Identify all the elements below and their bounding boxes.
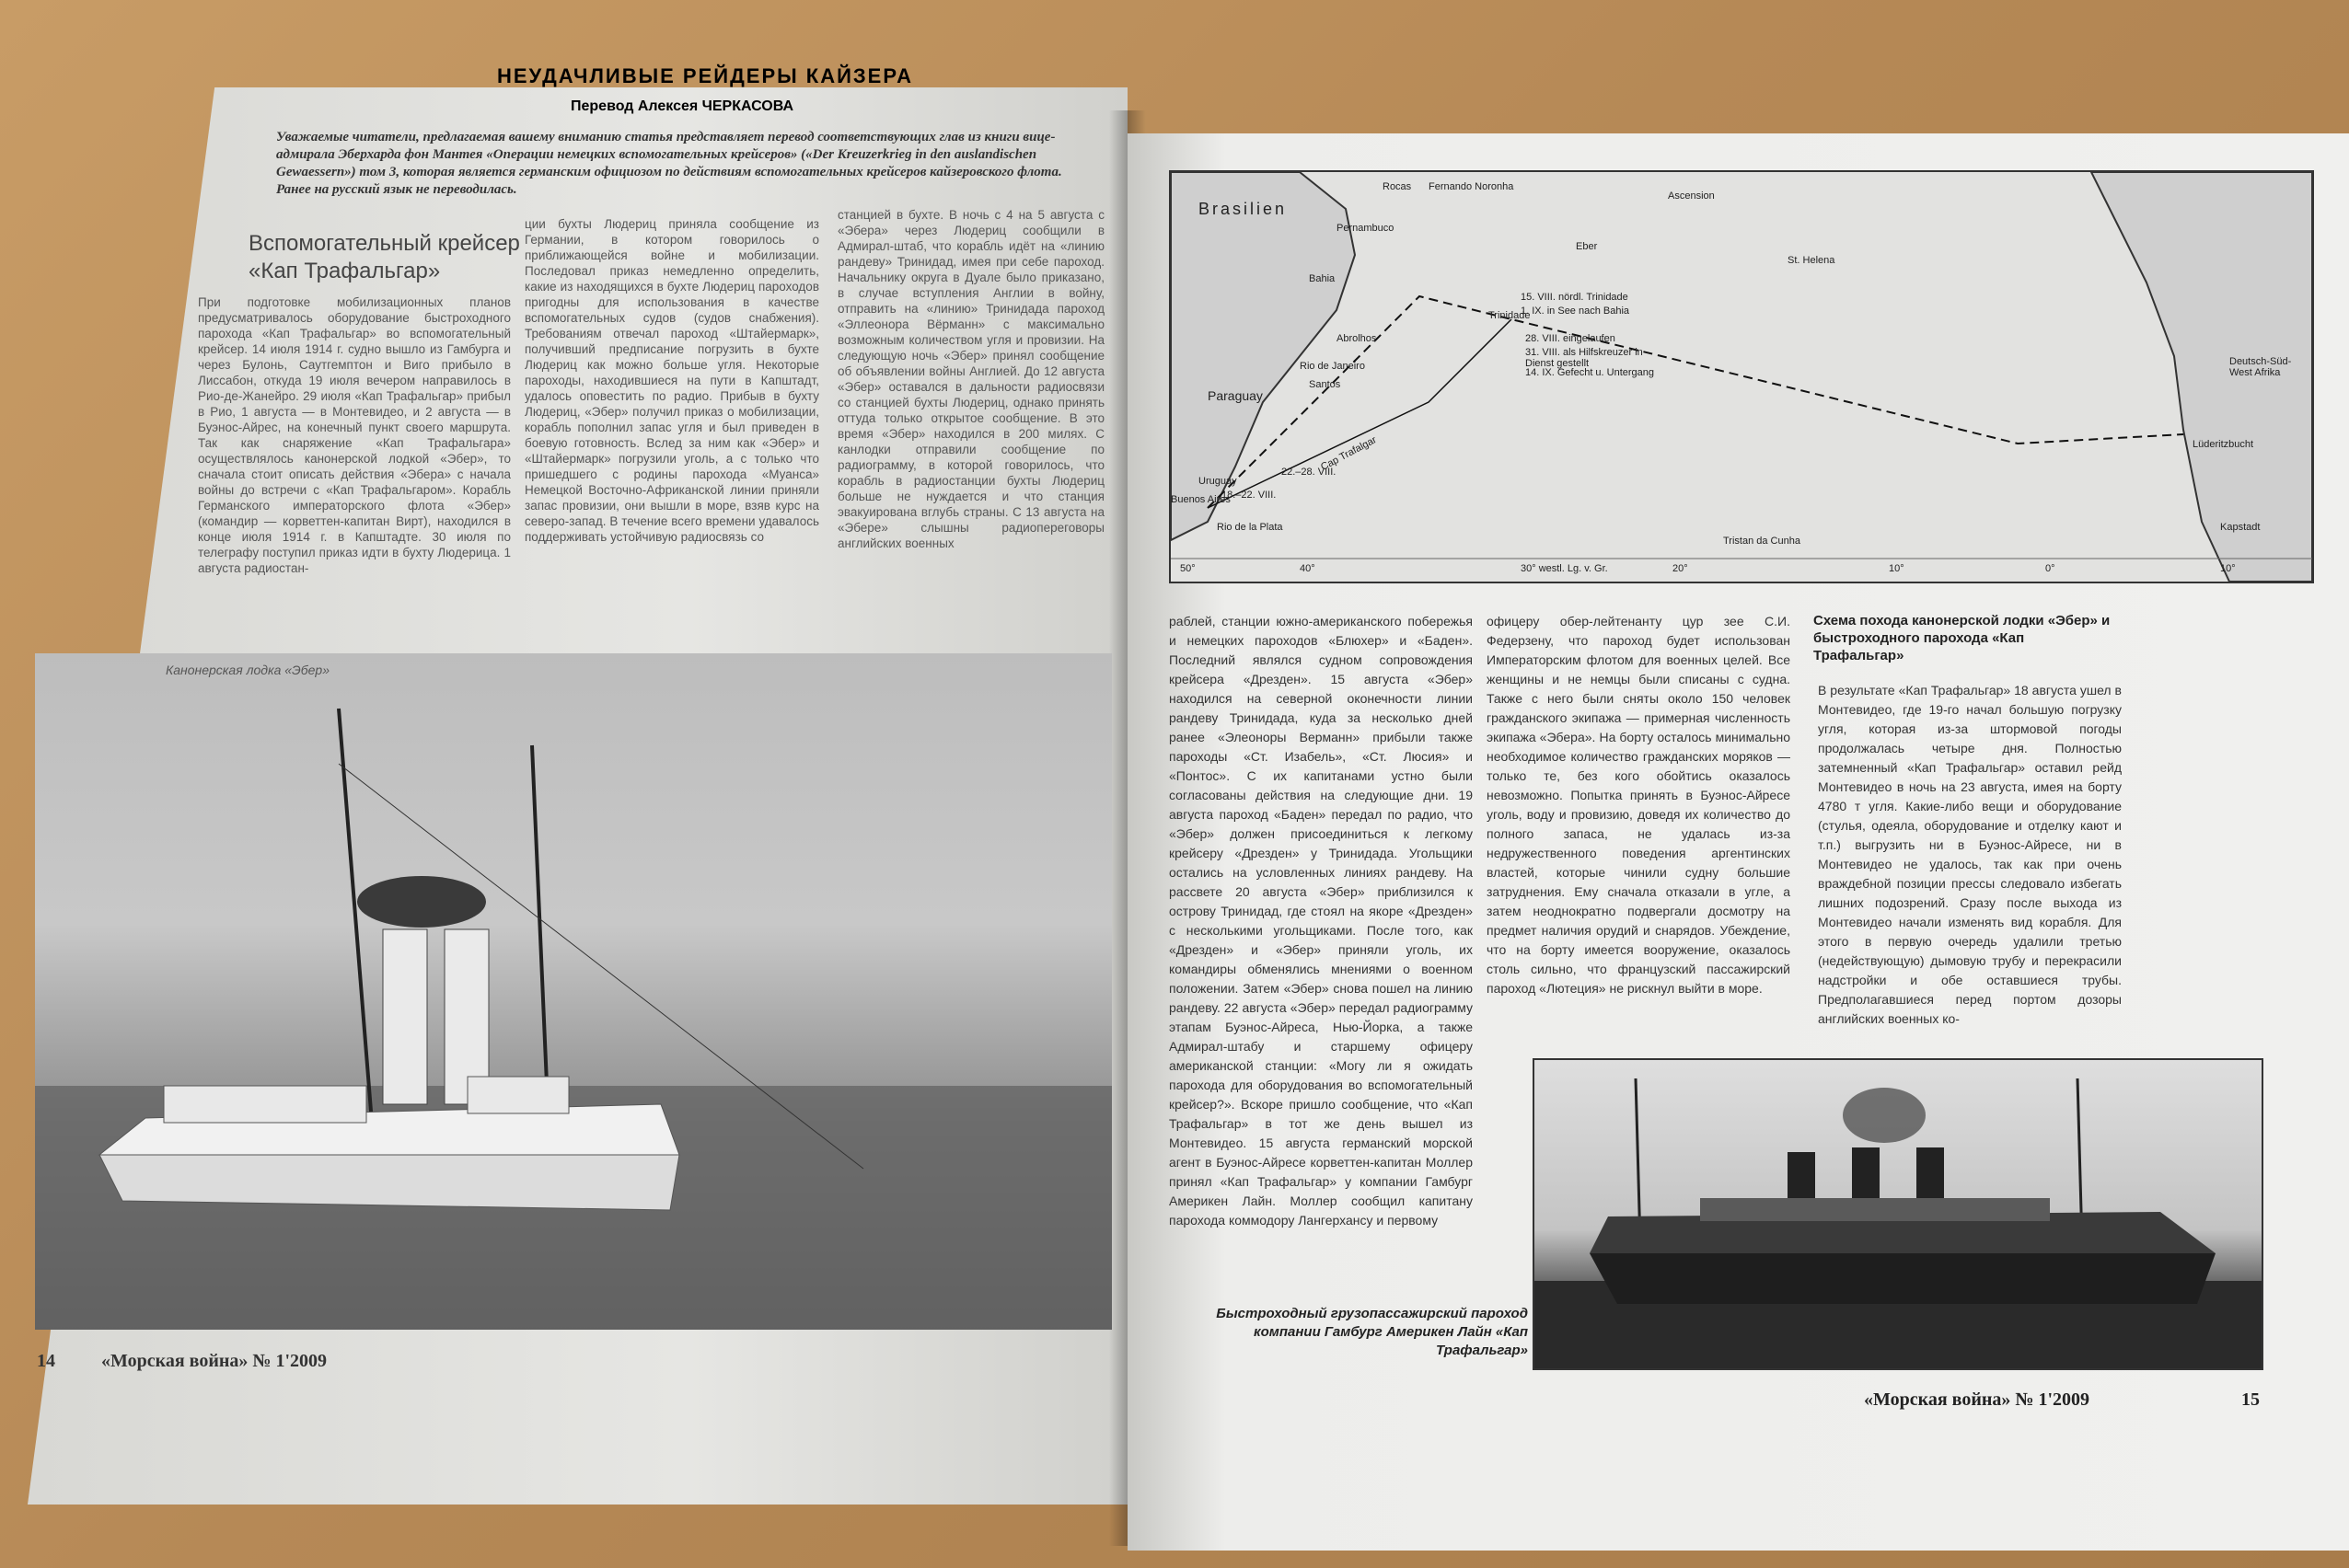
map-note-7: 22.–28. VIII. — [1281, 467, 1336, 478]
map-label-buenos-aires: Buenos Aires — [1171, 494, 1231, 505]
map-note-4: 31. VIII. als Hilfskreuzer in Dienst gestellt — [1525, 347, 1643, 369]
map-label-santos: Santos — [1309, 379, 1341, 390]
map-tick-5: 10° — [1889, 563, 1904, 574]
liner-photo-caption: Быстроходный грузопассажирский пароход компании Гамбург Америкен Лайн «Кап Трафальгар» — [1216, 1306, 1528, 1358]
left-column-1: При подготовке мобилизационных планов предусматривалось оборудование быстроходного парохода «Кап Трафальгар» во вспомогательный крейсер. 14 июля 1914 г. судно вышло из Гамбурга и через Булонь, Саутгемптон и Виго прибыло в Лиссабон, откуда 19 июля вечером направилось в Рио-де-Жанейро. 29 июля «Кап Трафальгар» прибыл в Рио, 1 августа — в Монтевидео, и 2 августа — в Буэнос-Айрес, на конечный пункт своего маршрута. Так как снаряжение «Кап Трафальгара» осуществлялось канонерской лодкой «Эбер», то сначала стоит описать действия «Эбера» с начала войны до встречи с «Кап Трафальгаром». Корабль Германского императорского флота «Эбер» (командир — корветтен-капитан Вирт), находился в конце июля 1914 г. в Капштадте. 30 июля по телеграфу поступил приказ идти в бухту Людерица. 1 августа радиостан- — [198, 295, 511, 575]
map-label-pernambuco: Pernambuco — [1336, 223, 1394, 234]
map-note-5: 14. IX. Gefecht u. Untergang — [1525, 367, 1655, 378]
map-note-1: 15. VIII. nördl. Trinidade — [1521, 292, 1628, 303]
left-column-3: станцией в бухте. В ночь с 4 на 5 августа с «Эбера» через Людериц сообщили в Адмирал-штаб, что корабль идёт на «линию рандеву» Тринидад, имея при себе пароход. Начальнику округа в Дуале было приказано, в случае вступления Англии в войну, отправить на «линию» Тринидада пароход «Эллеонора Вёрманн» с максимально возможным количеством угля и провизии. На следующую ночь «Эбер» принял сообщение об объявлении войны Англией. До 12 августа «Эбер» оставался в дальности радиосвязи со станцией бухты Людериц, однако принять оттуда только открытое сообщение. В это время «Эбер» находился в 200 милях. С канлодки отправили сообщение по радиограмму, в которой говорилось, что корабль в радиостанции бухты Людериц больше не нуждается и что станция эвакуирована вглубь страны. С 13 августа на «Эбере» слышны радиопереговоры английских военных — [838, 208, 1105, 550]
map-label-dsw-afrika: Deutsch-Süd-West Afrika — [2229, 356, 2292, 378]
map-label-uruguay: Uruguay — [1198, 476, 1237, 487]
map-label-bahia: Bahia — [1309, 273, 1336, 284]
right-column-3: В результате «Кап Трафальгар» 18 августа ушел в Монтевидео, где 19-го начал большую погрузку угля, которая из-за штормовой погоды продолжалась четыре дня. Полностью затемненный «Кап Трафальгар» оставил рейд Монтевидео в ночь на 23 августа, имея на борту 4780 т угля. Какие-либо вещи и оборудование (стулья, одеяла, оборудование и отделку кают и т.п.) выгрузить ни в Буэнос-Айресе, ни в Монтевидео не удалось, так как при очень враждебной позиции прессы следовало избегать лишних подозрений. Сразу после выхода из Монтевидео начали изменять вид корабля. Для этого в первую очередь удалили третью (недействующую) дымовую трубу и перекрасили надстройки и обе оставшиеся трубы. Предполагавшиеся перед портом дозоры английских военных ко- — [1818, 683, 2122, 1026]
map-tick-6: 0° — [2045, 563, 2055, 574]
map-label-cap-trafalgar: Cap Trafalgar — [1319, 434, 1379, 473]
liner-photo — [1533, 1058, 2263, 1370]
map-label-rio: Rio de Janeiro — [1300, 361, 1365, 372]
article-byline: Перевод Алексея ЧЕРКАСОВА — [571, 98, 794, 114]
map-note-3: 28. VIII. eingelaufen — [1525, 333, 1615, 344]
map-label-abrolhos: Abrolhos — [1336, 333, 1377, 344]
map-label-luderitz: Lüderitzbucht — [2193, 439, 2254, 450]
gunboat-photo-caption: Канонерская лодка «Эбер» — [166, 663, 330, 677]
section-subhead: Вспомогательный крейсер «Кап Трафальгар» — [249, 231, 520, 283]
map-label-rocas: Rocas — [1383, 181, 1412, 192]
article-intro: Уважаемые читатели, предлагаемая вашему вниманию статья представляет перевод соответствующих глав из книги вице-адмирала Эберхарда фон Мантея «Операции немецких вспомогательных крейсеров» («Der Kreuzerkrieg in den auslandischen Gewaessern») том 3, которая является германским официозом по действиям вспомогательных крейсеров кайзеровского флота. Ранее на русский язык не переводилась. — [276, 130, 1062, 197]
map-label-paraguay: Paraguay — [1208, 388, 1263, 403]
map-caption: Схема похода канонерской лодки «Эбер» и быстроходного парохода «Кап Трафальгар» — [1813, 613, 2111, 663]
map-tick-2: 40° — [1300, 563, 1315, 574]
map-label-trinidade: Trinidade — [1488, 310, 1531, 321]
map-note-6: 18.–22. VIII. — [1221, 490, 1277, 501]
map-label-brasilien: Brasilien — [1198, 200, 1288, 218]
map-label-eber: Eber — [1576, 241, 1598, 252]
page-number-left: 14 — [37, 1351, 55, 1371]
right-column-1: раблей, станции южно-американского побережья и немецких пароходов «Блюхер» и «Баден». Последний являлся судном сопровождения крейсера «Дрезден». 15 августа «Эбер» находился на северной оконечности линии рандеву Тринидада, куда за несколько дней ранее «Элеоноры Верманн» прибыли также пароходы «Ст. Изабель», «Ст. Люсия» и «Понтос». С их капитанами устно были согласованы действия на следующие дни. 19 августа пароход «Баден» передал по радио, что «Эбер» должен присоединиться к легкому крейсеру «Дрезден» у Тринидада. Угольщики остались на условленных линиях рандеву. На рассвете 20 августа «Эбер» приблизился к острову Тринидад, где стоял на якоре «Дрезден» с несколькими угольщиками. После того, как «Дрезден» и «Эбер» приняли уголь, их командиры обменялись мнениями о военном положении. Затем «Эбер» снова пошел на линию рандеву. 22 августа «Эбер» передал радиограмму этапам Буэнос-Айреса, Нью-Йорка, а также Адмирал-штабу и старшему офицеру американской станции: «Могу ли я ожидать парохода для оборудования во вспомогательный крейсер?». Вскоре пришло сообщение, что «Кап Трафальгар» в тот же день вышел из Монтевидео. 15 августа германский морской агент в Буэнос-Айресе корветтен-капитан Моллер принял «Кап Трафальгар» у компании Гамбург Америкен Лайн. Моллер сообщил капитану парохода коммодору Лангерхансу и первому — [1169, 614, 1473, 1228]
map-label-tristan: Tristan da Cunha — [1723, 536, 1800, 547]
map-tick-3: 30° westl. Lg. v. Gr. — [1521, 563, 1608, 574]
map-label-kapstadt: Kapstadt — [2220, 522, 2261, 533]
gunboat-ship-illustration — [35, 653, 1112, 1330]
map-label-st-helena: St. Helena — [1788, 255, 1835, 266]
map-label-rio-de-la-plata: Rio de la Plata — [1217, 522, 1283, 533]
liner-ship-illustration — [1534, 1060, 2262, 1368]
left-column-2: ции бухты Людериц приняла сообщение из Германии, в котором говорилось о приближающейся войне и мобилизации. Последовал приказ немедленно определить, какие из находящихся в бухте Людериц пароходов пригодны для использования в качестве вспомогательных судов (судов снабжения). Требованиям отвечал пароход «Штайермарк», получивший предписание погрузить в бухте Людериц как можно больше угля. Некоторые пароходы, находившиеся на пути в Капштадт, удалось оповестить по радио. Прибыв в бухту Людериц, «Эбер» получил приказ о мобилизации, корабль пополнил запас угля и был приведен в боевую готовность. Вслед за ним как «Эбер» и «Штайермарк» погрузили уголь, а с только что пришедшего с родины парохода «Муанса» Немецкой Восточно-Африканской линии приняли запас провизии, они вышли в море, взяв курс на северо-запад. В течение всего времени удавалось поддерживать устойчивую радиосвязь со — [525, 217, 819, 544]
map-tick-1: 50° — [1180, 563, 1196, 574]
gunboat-photo — [35, 653, 1112, 1330]
map-label-noronha: Fernando Noronha — [1429, 181, 1514, 192]
map-tick-4: 20° — [1672, 563, 1688, 574]
route-map — [1169, 170, 2314, 583]
map-label-ascension: Ascension — [1668, 190, 1715, 202]
article-title: НЕУДАЧЛИВЫЕ РЕЙДЕРЫ КАЙЗЕРА — [497, 64, 913, 87]
map-note-2: 1. IX. in See nach Bahia — [1521, 306, 1630, 317]
magazine-footer-left: «Морская война» № 1'2009 — [101, 1351, 328, 1371]
page-number-right: 15 — [2241, 1389, 2260, 1410]
magazine-footer-right: «Морская война» № 1'2009 — [1864, 1389, 2090, 1410]
right-column-2: офицеру обер-лейтенанту цур зее С.И. Федерзену, что пароход будет использован Императорским флотом для военных целей. Все женщины и не немцы были списаны с судна. Также с него были сняты около 150 человек гражданского экипажа — примерная численность экипажа «Эбера». На борту осталось минимально необходимое количество гражданских моряков — только те, без кого обойтись оказалось невозможно. Попытка принять в Буэнос-Айресе уголь, воду и провизию, доведя их количество до полного запаса, не удалась из-за недружественного поведения аргентинских властей, которые чинили судну большие затруднения. Ему сначала отказали в угле, а затем неоднократно подвергали досмотру на предмет наличия орудий и снарядов. Убеждение, что на борту имеется вооружение, оказалось столь сильно, что французский пассажирский пароход «Лютеция» не рискнул выйти в море. — [1487, 614, 1790, 996]
map-tick-7: 10° — [2220, 563, 2236, 574]
